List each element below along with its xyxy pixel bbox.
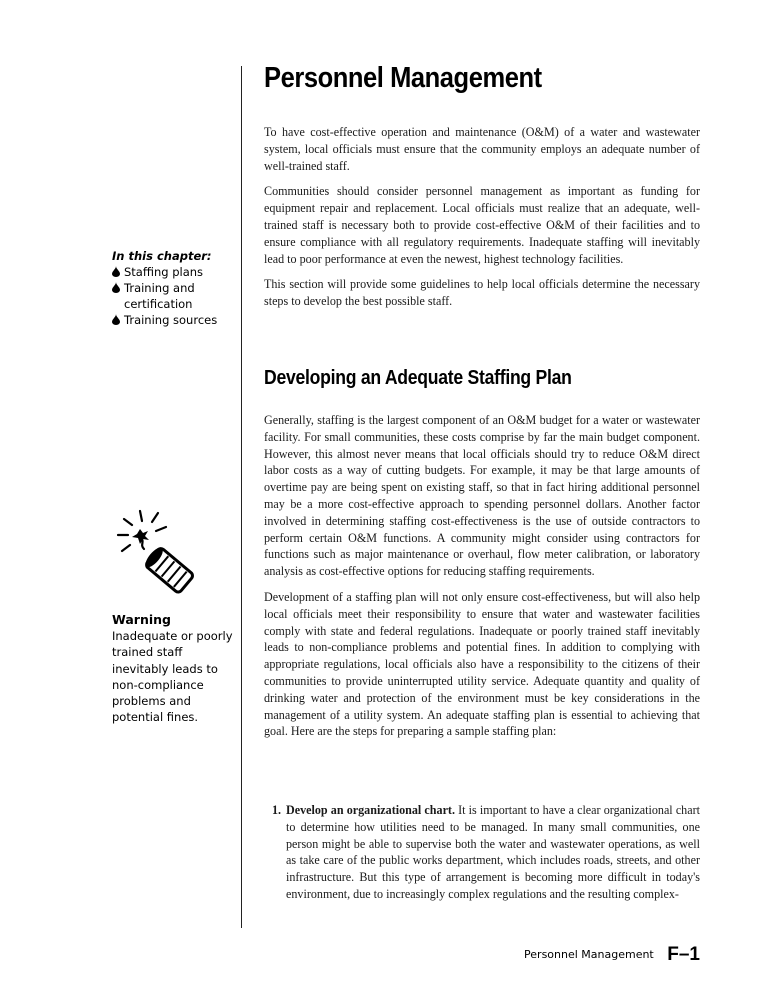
- page-title: Personnel Management: [264, 62, 542, 94]
- staffing-section: [264, 412, 700, 740]
- list-lead: Develop an organizational chart.: [286, 803, 455, 817]
- list-body: [286, 802, 700, 903]
- section-paragraph-2: Development of a staffing plan will not only ensure cost-effectiveness, but will also help local officials meet their responsibility to ensure that water and wastewater facilities comply with state and federal regulations. Inadequate or poorly trained staff inevitably leads to non-compliance problems and potential fines. In addition to complying with appropriate regulations, local officials also have a responsibility to the citizens of their communities to provide uninterrupted utility service. Adequate quantity and quality of drinking water and protection of the environment must be key considerations in the management of a utility system. An adequate staffing plan is essential to achieving that goal. Here are the steps for preparing a sample staffing plan:: [264, 589, 700, 739]
- list-text: It is important to have a clear organizational chart to determine how utilities need to be managed. In many small communities, one person might be able to supervise both the water and wastewater operations, as well as take care of the public works department, which includes roads, streets, and other infrastructure. But this type of arrangement is becoming more difficult in today's environment, due to increasingly complex regulations and the resulting complex-: [286, 803, 700, 901]
- warning-box: [112, 612, 234, 725]
- section-heading: Developing an Adequate Staffing Plan: [264, 367, 572, 389]
- vertical-rule: [241, 66, 242, 928]
- warning-title: Warning: [112, 612, 171, 627]
- page-number: F–1: [667, 944, 700, 965]
- page-footer: [500, 944, 700, 966]
- chapter-item: [112, 280, 234, 312]
- chapter-heading: In this chapter:: [112, 249, 212, 263]
- chapter-item-label: Training and certification: [124, 281, 195, 311]
- chapter-item-label: Training sources: [124, 313, 218, 327]
- section-paragraph-1: Generally, staffing is the largest component of an O&M budget for a water or wastewater facility. For small communities, these costs comprise by far the main budget component. However, this almost never means that local officials should try to reduce O&M direct labor costs as a way of cutting budgets. For example, it may be that large amounts of overtime pay are being spent on existing staff, so that in fact hiring additional personnel may be a more cost-effective approach to spending personnel dollars. Another factor involved in determining staffing cost-effectiveness is the use of outside contractors to perform certain O&M functions. A community might consider using contractors for functions such as major maintenance or overhaul, flow meter calibration, or laboratory analysis as cost-effective options for reducing staffing requirements.: [264, 413, 700, 579]
- intro-paragraph-1: To have cost-effective operation and maintenance (O&M) of a water and wastewater system, local officials must ensure that the community employs an adequate number of well-trained staff.: [264, 125, 700, 173]
- water-drop-icon: [112, 281, 120, 297]
- dynamite-warning-icon: [112, 505, 212, 605]
- list-number: 1.: [272, 803, 282, 817]
- water-drop-icon: [112, 313, 120, 329]
- intro-paragraph-3: This section will provide some guidelines to help local officials determine the necessary steps to develop the best possible staff.: [264, 277, 700, 309]
- list-item: [264, 802, 700, 903]
- chapter-item: [112, 264, 234, 280]
- footer-section-name: Personnel Management: [524, 948, 654, 961]
- intro-paragraph-2: Communities should consider personnel management as important as funding for equipment repair and replacement. Local officials must realize that an adequate, well-trained staff is necessary both to provide cost-effective O&M of their facilities and to ensure compliance with all regulatory requirements. Inadequate staffing will inevitably lead to poor performance at even the newest, highest technology facilities.: [264, 184, 700, 266]
- intro-section: [264, 124, 700, 310]
- chapter-item: [112, 312, 234, 328]
- chapter-contents-box: [112, 248, 234, 328]
- chapter-item-label: Staffing plans: [124, 265, 204, 279]
- warning-text: Inadequate or poorly trained staff inevitably leads to non-compliance problems and potential fines.: [112, 629, 233, 725]
- water-drop-icon: [112, 265, 120, 281]
